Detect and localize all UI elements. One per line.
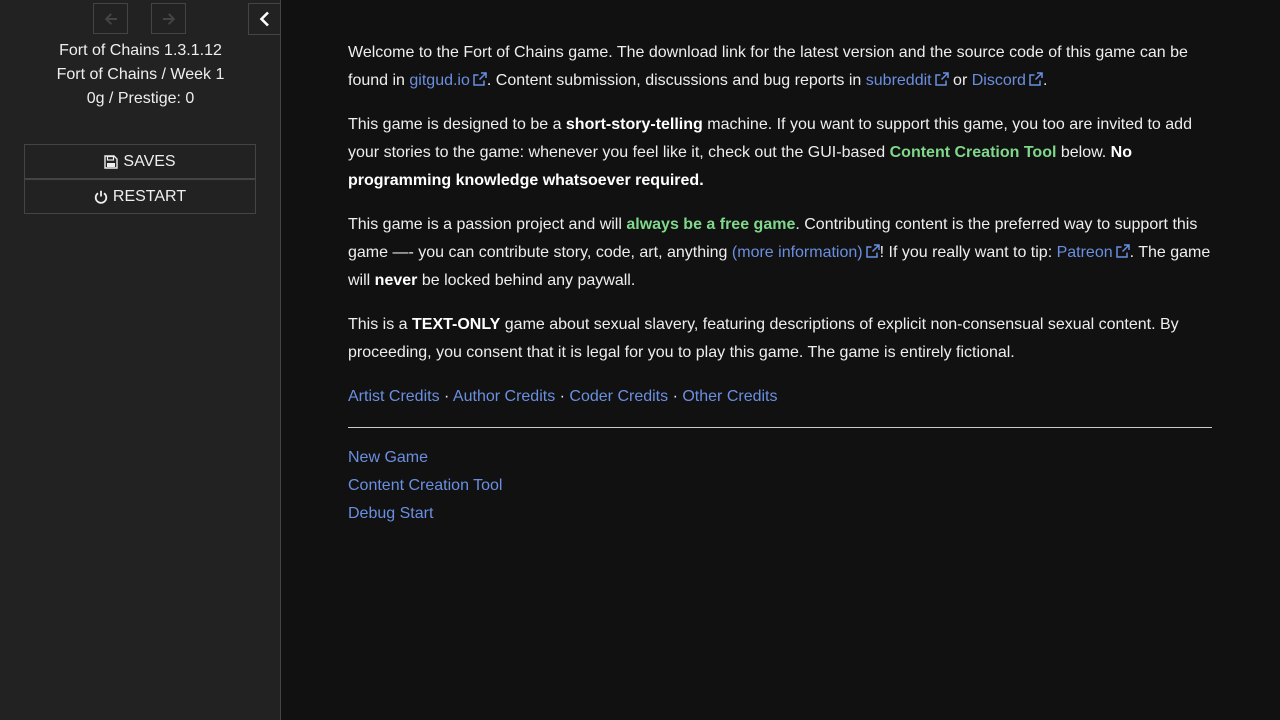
story-subtitle: Fort of Chains / Week 1 [56, 66, 225, 83]
credits-separator: · [559, 388, 565, 405]
story-title: Fort of Chains 1.3.1.12 [59, 42, 222, 59]
floppy-disk-icon [104, 155, 118, 169]
history-back-button[interactable] [93, 3, 128, 34]
coder-credits-link[interactable]: Coder Credits [569, 388, 669, 405]
external-link-icon [935, 72, 949, 86]
restart-label: RESTART [112, 187, 187, 205]
external-link-icon [1029, 72, 1043, 86]
author-credits-link[interactable]: Author Credits [452, 388, 556, 405]
saves-label: SAVES [123, 152, 176, 170]
discord-link[interactable]: Discord [972, 72, 1043, 89]
gitgud-link[interactable]: gitgud.io [409, 72, 487, 89]
artist-credits-link[interactable]: Artist Credits [348, 388, 440, 405]
story-status: 0g / Prestige: 0 [86, 90, 195, 107]
restart-button[interactable] [24, 179, 256, 214]
intro-paragraph-warning: This is a TEXT-ONLY game about sexual slavery, featuring descriptions of explicit non-consensual sexual content. By proceeding, you consent that it is legal for you to play this game. The game is entirely fictional. [348, 316, 1179, 361]
intro-paragraph-free: This game is a passion project and will always be a free game. Contributing content is the preferred way to support this game —- you can contribute story, code, art, anything (more information) ! If you really want to tip: Patreon . The game will never be locked behind any paywall. [348, 216, 1211, 289]
new-game-link[interactable]: New Game [348, 449, 429, 466]
external-link-icon [866, 244, 880, 258]
credits-row [348, 383, 1212, 411]
passage [348, 39, 1212, 528]
arrow-right-icon [161, 11, 177, 27]
credits-separator: · [672, 388, 678, 405]
other-credits-link[interactable]: Other Credits [682, 388, 778, 405]
credits-separator: · [444, 388, 450, 405]
divider [348, 427, 1212, 428]
patreon-link[interactable]: Patreon [1057, 244, 1130, 261]
intro-paragraph-welcome: Welcome to the Fort of Chains game. The download link for the latest version and the source code of this game can be found in gitgud.io . Content submission, discussions and bug reports in subreddit or Discord . [348, 44, 1188, 89]
intro-paragraph-design: This game is designed to be a short-story-telling machine. If you want to support this game, you too are invited to add your stories to the game: whenever you feel like it, check out the GUI-based Content Creation Tool below. No programming knowledge whatsoever required. [348, 116, 1192, 189]
chevron-left-icon [258, 11, 272, 27]
debug-start-link[interactable]: Debug Start [348, 505, 434, 522]
subreddit-link[interactable]: subreddit [866, 72, 949, 89]
external-link-icon [473, 72, 487, 86]
more-information-link[interactable]: (more information) [732, 244, 880, 261]
sidebar-toggle-button[interactable] [248, 3, 281, 35]
power-icon [94, 190, 108, 204]
saves-button[interactable] [24, 144, 256, 179]
arrow-left-icon [103, 11, 119, 27]
content-creation-tool-link[interactable]: Content Creation Tool [348, 477, 503, 494]
sidebar [0, 0, 281, 720]
history-forward-button[interactable] [151, 3, 186, 34]
external-link-icon [1116, 244, 1130, 258]
